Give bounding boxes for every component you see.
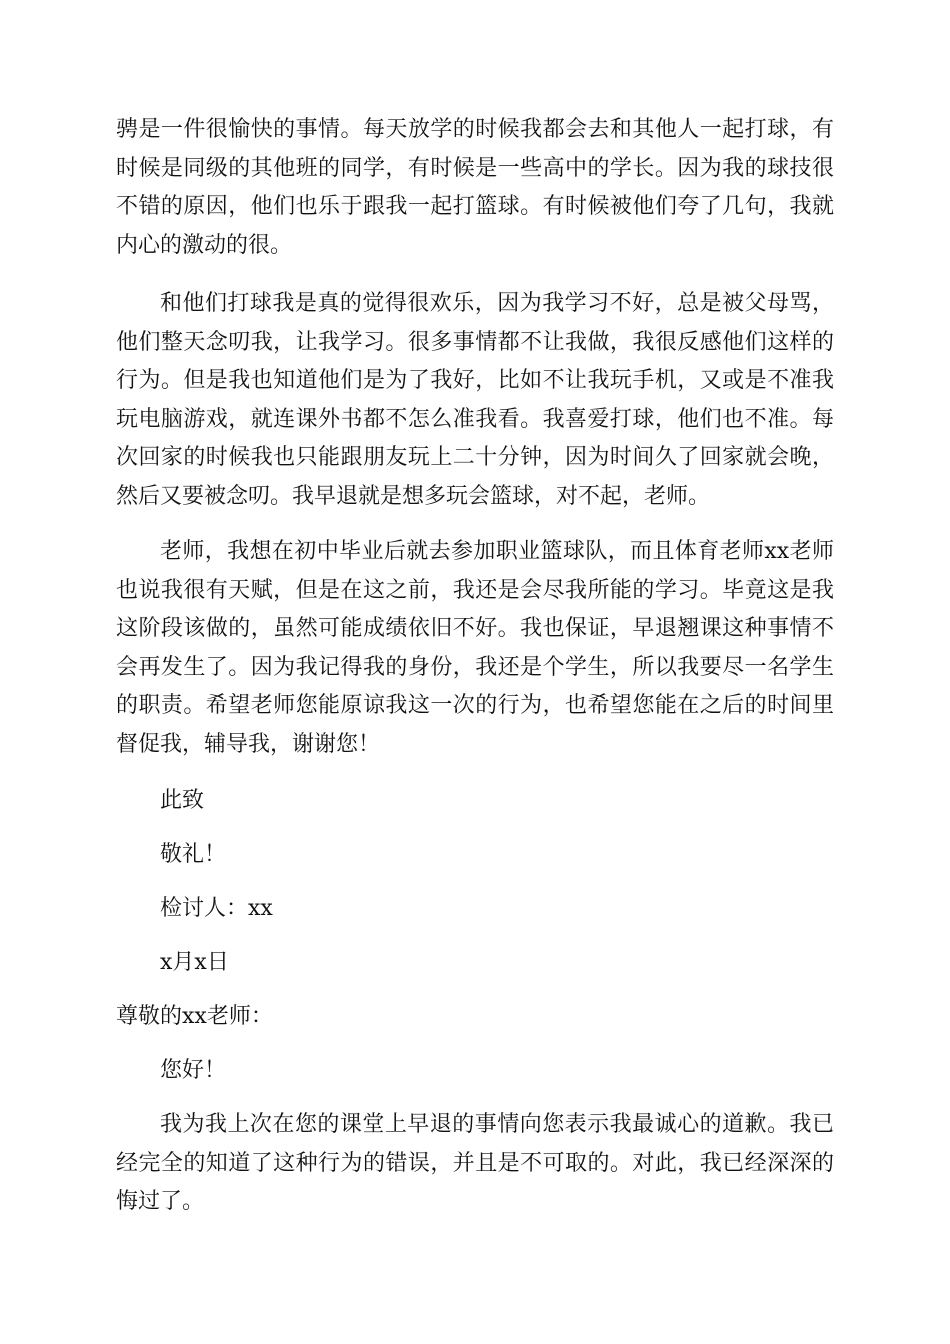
closing-cizhi: 此致	[160, 788, 205, 813]
paragraph-parents-scold: 和他们打球我是真的觉得很欢乐，因为我学习不好，总是被父母骂，他们整天念叨我，让我学习。很多事情都不让我做，我很反感他们这样的行为。但是我也知道他们是为了我好，比如不让我玩手机，又或是不准我玩电脑游戏，就连课外书都不怎么准我看。我喜爱打球，他们也不准。每次回家的时候我也只能跟朋友玩上二十分钟，因为时间久了回家就会晚，然后又要被念叨。我早退就是想多玩会篮球，对不起，老师。	[116, 291, 834, 509]
closing-jingli: 敬礼！	[160, 842, 227, 867]
second-letter-body: 我为我上次在您的课堂上早退的事情向您表示我最诚心的道歉。我已经完全的知道了这种行为的错误，并且是不可取的。对此，我已经深深的悔过了。	[116, 1112, 834, 1214]
paragraph-basketball-joy: 骋是一件很愉快的事情。每天放学的时候我都会去和其他人一起打球，有时候是同级的其他班的同学，有时候是一些高中的学长。因为我的球技很不错的原因，他们也乐于跟我一起打篮球。有时候被他们夸了几句，我就内心的激动的很。	[116, 117, 834, 258]
second-letter-greeting: 您好！	[160, 1058, 227, 1083]
closing-date: x月x日	[160, 950, 229, 975]
document-page	[116, 111, 834, 1240]
closing-signer: 检讨人：xx	[160, 896, 273, 921]
paragraph-promise: 老师，我想在初中毕业后就去参加职业篮球队，而且体育老师xx老师也说我很有天赋，但是在这之前，我还是会尽我所能的学习。毕竟这是我这阶段该做的，虽然可能成绩依旧不好。我也保证，早退翘课这种事情不会再发生了。因为我记得我的身份，我还是个学生，所以我要尽一名学生的职责。希望老师您能原谅我这一次的行为，也希望您能在之后的时间里督促我，辅导我，谢谢您！	[116, 539, 834, 757]
second-letter-salutation: 尊敬的xx老师：	[116, 1004, 273, 1029]
closing-block	[116, 782, 834, 998]
